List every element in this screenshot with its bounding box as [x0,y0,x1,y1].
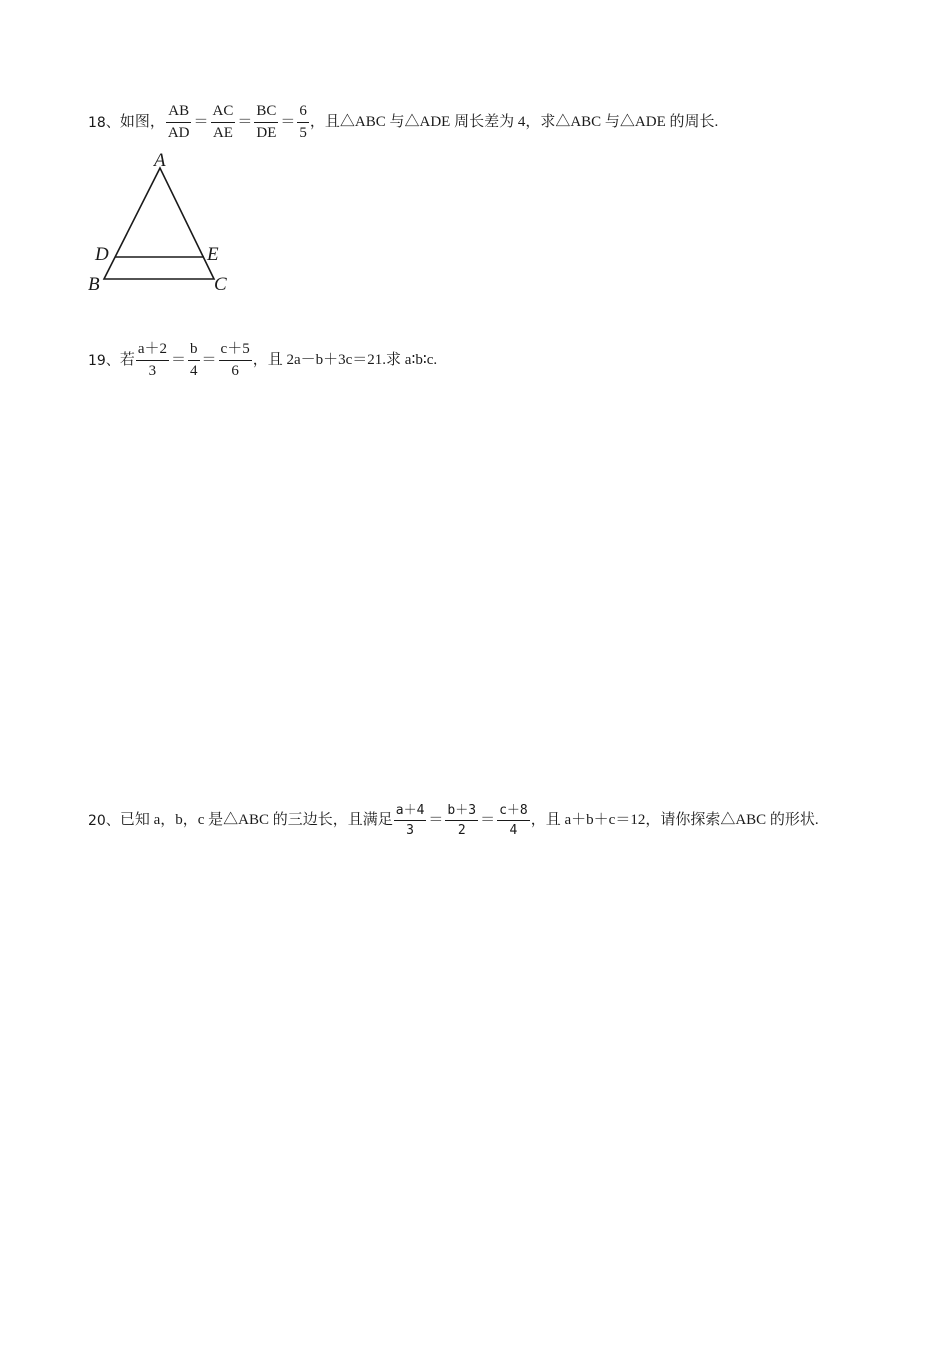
question-text: ，且 a＋b＋c＝12，请你探索△ABC 的形状. [530,812,819,828]
denominator: 3 [148,363,157,379]
label-d: D [95,244,109,265]
fraction-6-5 [297,104,309,141]
denominator: 4 [509,823,518,838]
equals-sign: ＝ [171,352,187,368]
numerator: c＋8 [497,804,530,821]
numerator: a＋2 [136,342,169,361]
fraction-c-plus-8-over-4 [497,804,530,837]
triangle-figure [84,148,244,298]
equals-sign: ＝ [201,352,217,368]
fraction-b-over-4 [188,342,200,379]
fraction-c-plus-5-over-6 [219,342,252,379]
denominator: 2 [457,823,466,838]
numerator: b [188,342,200,361]
numerator: BC [254,104,278,123]
label-b: B [88,274,100,295]
question-number: 20、 [88,812,120,829]
question-lead: 若 [119,352,135,368]
equals-sign: ＝ [237,114,253,130]
numerator: c＋5 [219,342,252,361]
denominator: AD [167,125,190,141]
numerator: 6 [297,104,309,123]
denominator: 4 [190,363,198,379]
fraction-ac-ae [211,104,236,141]
denominator: 3 [406,823,414,838]
question-19 [88,342,437,379]
fraction-a-plus-4-over-3 [394,804,427,837]
question-18 [88,104,718,141]
question-lead: 如图， [119,114,165,130]
equals-sign: ＝ [193,114,209,130]
numerator: AC [211,104,236,123]
question-number: 18、 [88,114,120,131]
denominator: AE [212,125,233,141]
equals-sign: ＝ [280,114,296,130]
fraction-bc-de [254,104,278,141]
question-20 [88,804,819,837]
numerator: AB [166,104,191,123]
denominator: 5 [299,125,307,141]
label-a: A [154,150,166,171]
question-lead: 已知 a，b，c 是△ABC 的三边长，且满足 [119,812,393,828]
question-text: ，且 2a－b＋3c＝21.求 a∶b∶c. [252,352,438,368]
fraction-b-plus-3-over-2 [445,804,478,837]
equals-sign: ＝ [428,812,444,828]
numerator: b＋3 [445,804,478,821]
label-c: C [214,274,227,295]
triangle-abc [104,168,214,279]
label-e: E [207,244,219,265]
equals-sign: ＝ [480,812,496,828]
question-number: 19、 [88,352,120,369]
denominator: 6 [231,363,239,379]
fraction-ab-ad [166,104,192,141]
fraction-a-plus-2-over-3 [136,342,169,379]
question-text: ，且△ABC 与△ADE 周长差为 4，求△ABC 与△ADE 的周长. [309,114,719,130]
numerator: a＋4 [394,804,427,821]
denominator: DE [256,125,277,141]
